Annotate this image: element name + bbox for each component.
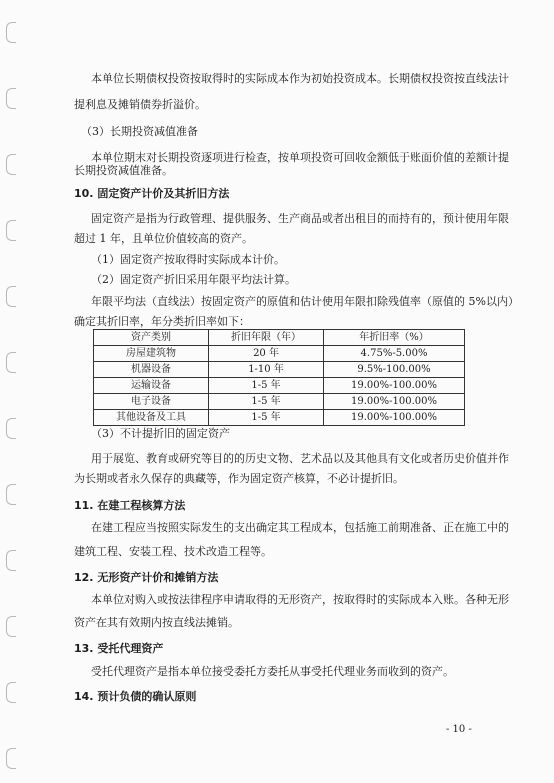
- body-text: 资产在其有效期内按直线法摊销。: [74, 616, 239, 629]
- sub-heading: （3）不计提折旧的固定资产: [91, 427, 230, 440]
- body-text: 本单位长期债权投资按取得时的实际成本作为初始投资成本。长期债权投资按直线法计: [91, 72, 509, 85]
- table-header-row: [94, 330, 465, 346]
- sub-heading: （3）长期投资减值准备: [81, 125, 198, 138]
- body-text: 超过 1 年，且单位价值较高的资产。: [74, 232, 253, 245]
- section-heading: 11. 在建工程核算方法: [74, 499, 186, 512]
- body-text: 固定资产是指为行政管理、提供服务、生产商品或者出租目的而持有的，预计使用年限: [91, 212, 509, 225]
- table-row: [94, 394, 465, 410]
- body-text: 建筑工程、安装工程、技术改造工程等。: [74, 545, 272, 558]
- table-row: [94, 410, 465, 426]
- table-cell: 4.75%-5.00%: [324, 346, 465, 362]
- depreciation-table: [93, 329, 465, 426]
- table-cell: 19.00%-100.00%: [324, 378, 465, 394]
- table-row: [94, 378, 465, 394]
- body-text: 年限平均法（直线法）按固定资产的原值和估计使用年限扣除残值率（原值的 5%以内）: [91, 295, 519, 308]
- table-cell: 1-5 年: [209, 394, 324, 410]
- table-cell: 其他设备及工具: [94, 410, 209, 426]
- table-row: [94, 346, 465, 362]
- table-cell: 20 年: [209, 346, 324, 362]
- table-header-cell: 年折旧率（%）: [324, 330, 465, 346]
- table-header-cell: 折旧年限（年）: [209, 330, 324, 346]
- section-heading: 13. 受托代理资产: [74, 642, 164, 655]
- body-text: 本单位对购入或按法律程序申请取得的无形资产，按取得时的实际成本入账。各种无形: [91, 593, 509, 606]
- body-text: 长期投资减值准备。: [74, 164, 173, 177]
- table-cell: 机器设备: [94, 362, 209, 378]
- body-text: 在建工程应当按照实际发生的支出确定其工程成本，包括施工前期准备、正在施工中的: [91, 521, 509, 534]
- section-heading: 10. 固定资产计价及其折旧方法: [74, 187, 230, 200]
- page-number: - 10 -: [446, 724, 472, 735]
- section-heading: 14. 预计负债的确认原则: [74, 690, 197, 703]
- table-cell: 房屋建筑物: [94, 346, 209, 362]
- table-cell: 19.00%-100.00%: [324, 410, 465, 426]
- section-heading: 12. 无形资产计价和摊销方法: [74, 571, 219, 584]
- body-text: （2）固定资产折旧采用年限平均法计算。: [91, 273, 296, 286]
- body-text: 用于展览、教育或研究等目的的历史文物、艺术品以及其他具有文化或者历史价值并作: [91, 452, 509, 465]
- body-text: 本单位期末对长期投资逐项进行检查，按单项投资可回收金额低于账面价值的差额计提: [91, 151, 509, 164]
- table-cell: 9.5%-100.00%: [324, 362, 465, 378]
- table-cell: 电子设备: [94, 394, 209, 410]
- table-cell: 运输设备: [94, 378, 209, 394]
- table-cell: 1-5 年: [209, 410, 324, 426]
- body-text: 确定其折旧率，年分类折旧率如下：: [74, 315, 250, 328]
- body-text: 受托代理资产是指本单位接受委托方委托从事受托代理业务而收到的资产。: [91, 665, 454, 678]
- table-header-cell: 资产类别: [94, 330, 209, 346]
- table-cell: 19.00%-100.00%: [324, 394, 465, 410]
- body-text: 为长期或者永久保存的典藏等，作为固定资产核算，不必计提折旧。: [74, 472, 404, 485]
- table-cell: 1-10 年: [209, 362, 324, 378]
- body-text: （1）固定资产按取得时实际成本计价。: [91, 253, 285, 266]
- body-text: 提利息及摊销债券折溢价。: [74, 98, 206, 111]
- table-row: [94, 362, 465, 378]
- table-cell: 1-5 年: [209, 378, 324, 394]
